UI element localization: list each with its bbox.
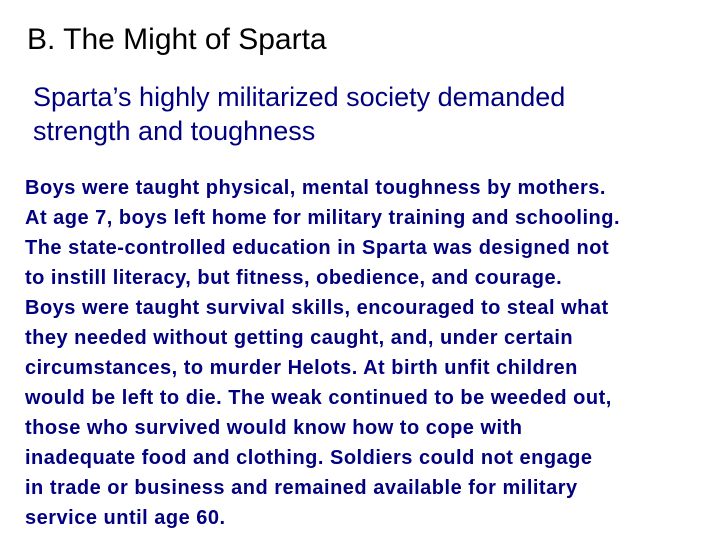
body-line: would be left to die. The weak continued to be weeded out,: [25, 387, 612, 409]
subtitle-line: Sparta’s highly militarized society demanded: [33, 82, 566, 112]
body-line: service until age 60.: [25, 507, 226, 529]
body-line: inadequate food and clothing. Soldiers could not engage: [25, 447, 593, 469]
slide-title: B. The Might of Sparta: [27, 23, 327, 56]
body-line: those who survived would know how to cope with: [25, 417, 523, 439]
body-line: they needed without getting caught, and, under certain: [25, 327, 574, 349]
body-line: to instill literacy, but fitness, obedience, and courage.: [25, 267, 563, 289]
slide-subtitle: [33, 80, 703, 148]
body-line: The state-controlled education in Sparta was designed not: [25, 237, 610, 259]
body-line: Boys were taught survival skills, encouraged to steal what: [25, 297, 609, 319]
body-line: Boys were taught physical, mental toughness by mothers.: [25, 177, 606, 199]
body-line: circumstances, to murder Helots. At birth unfit children: [25, 357, 578, 379]
slide-body: [25, 173, 715, 533]
subtitle-line: strength and toughness: [33, 116, 316, 146]
body-line: At age 7, boys left home for military training and schooling.: [25, 207, 621, 229]
body-line: in trade or business and remained available for military: [25, 477, 578, 499]
